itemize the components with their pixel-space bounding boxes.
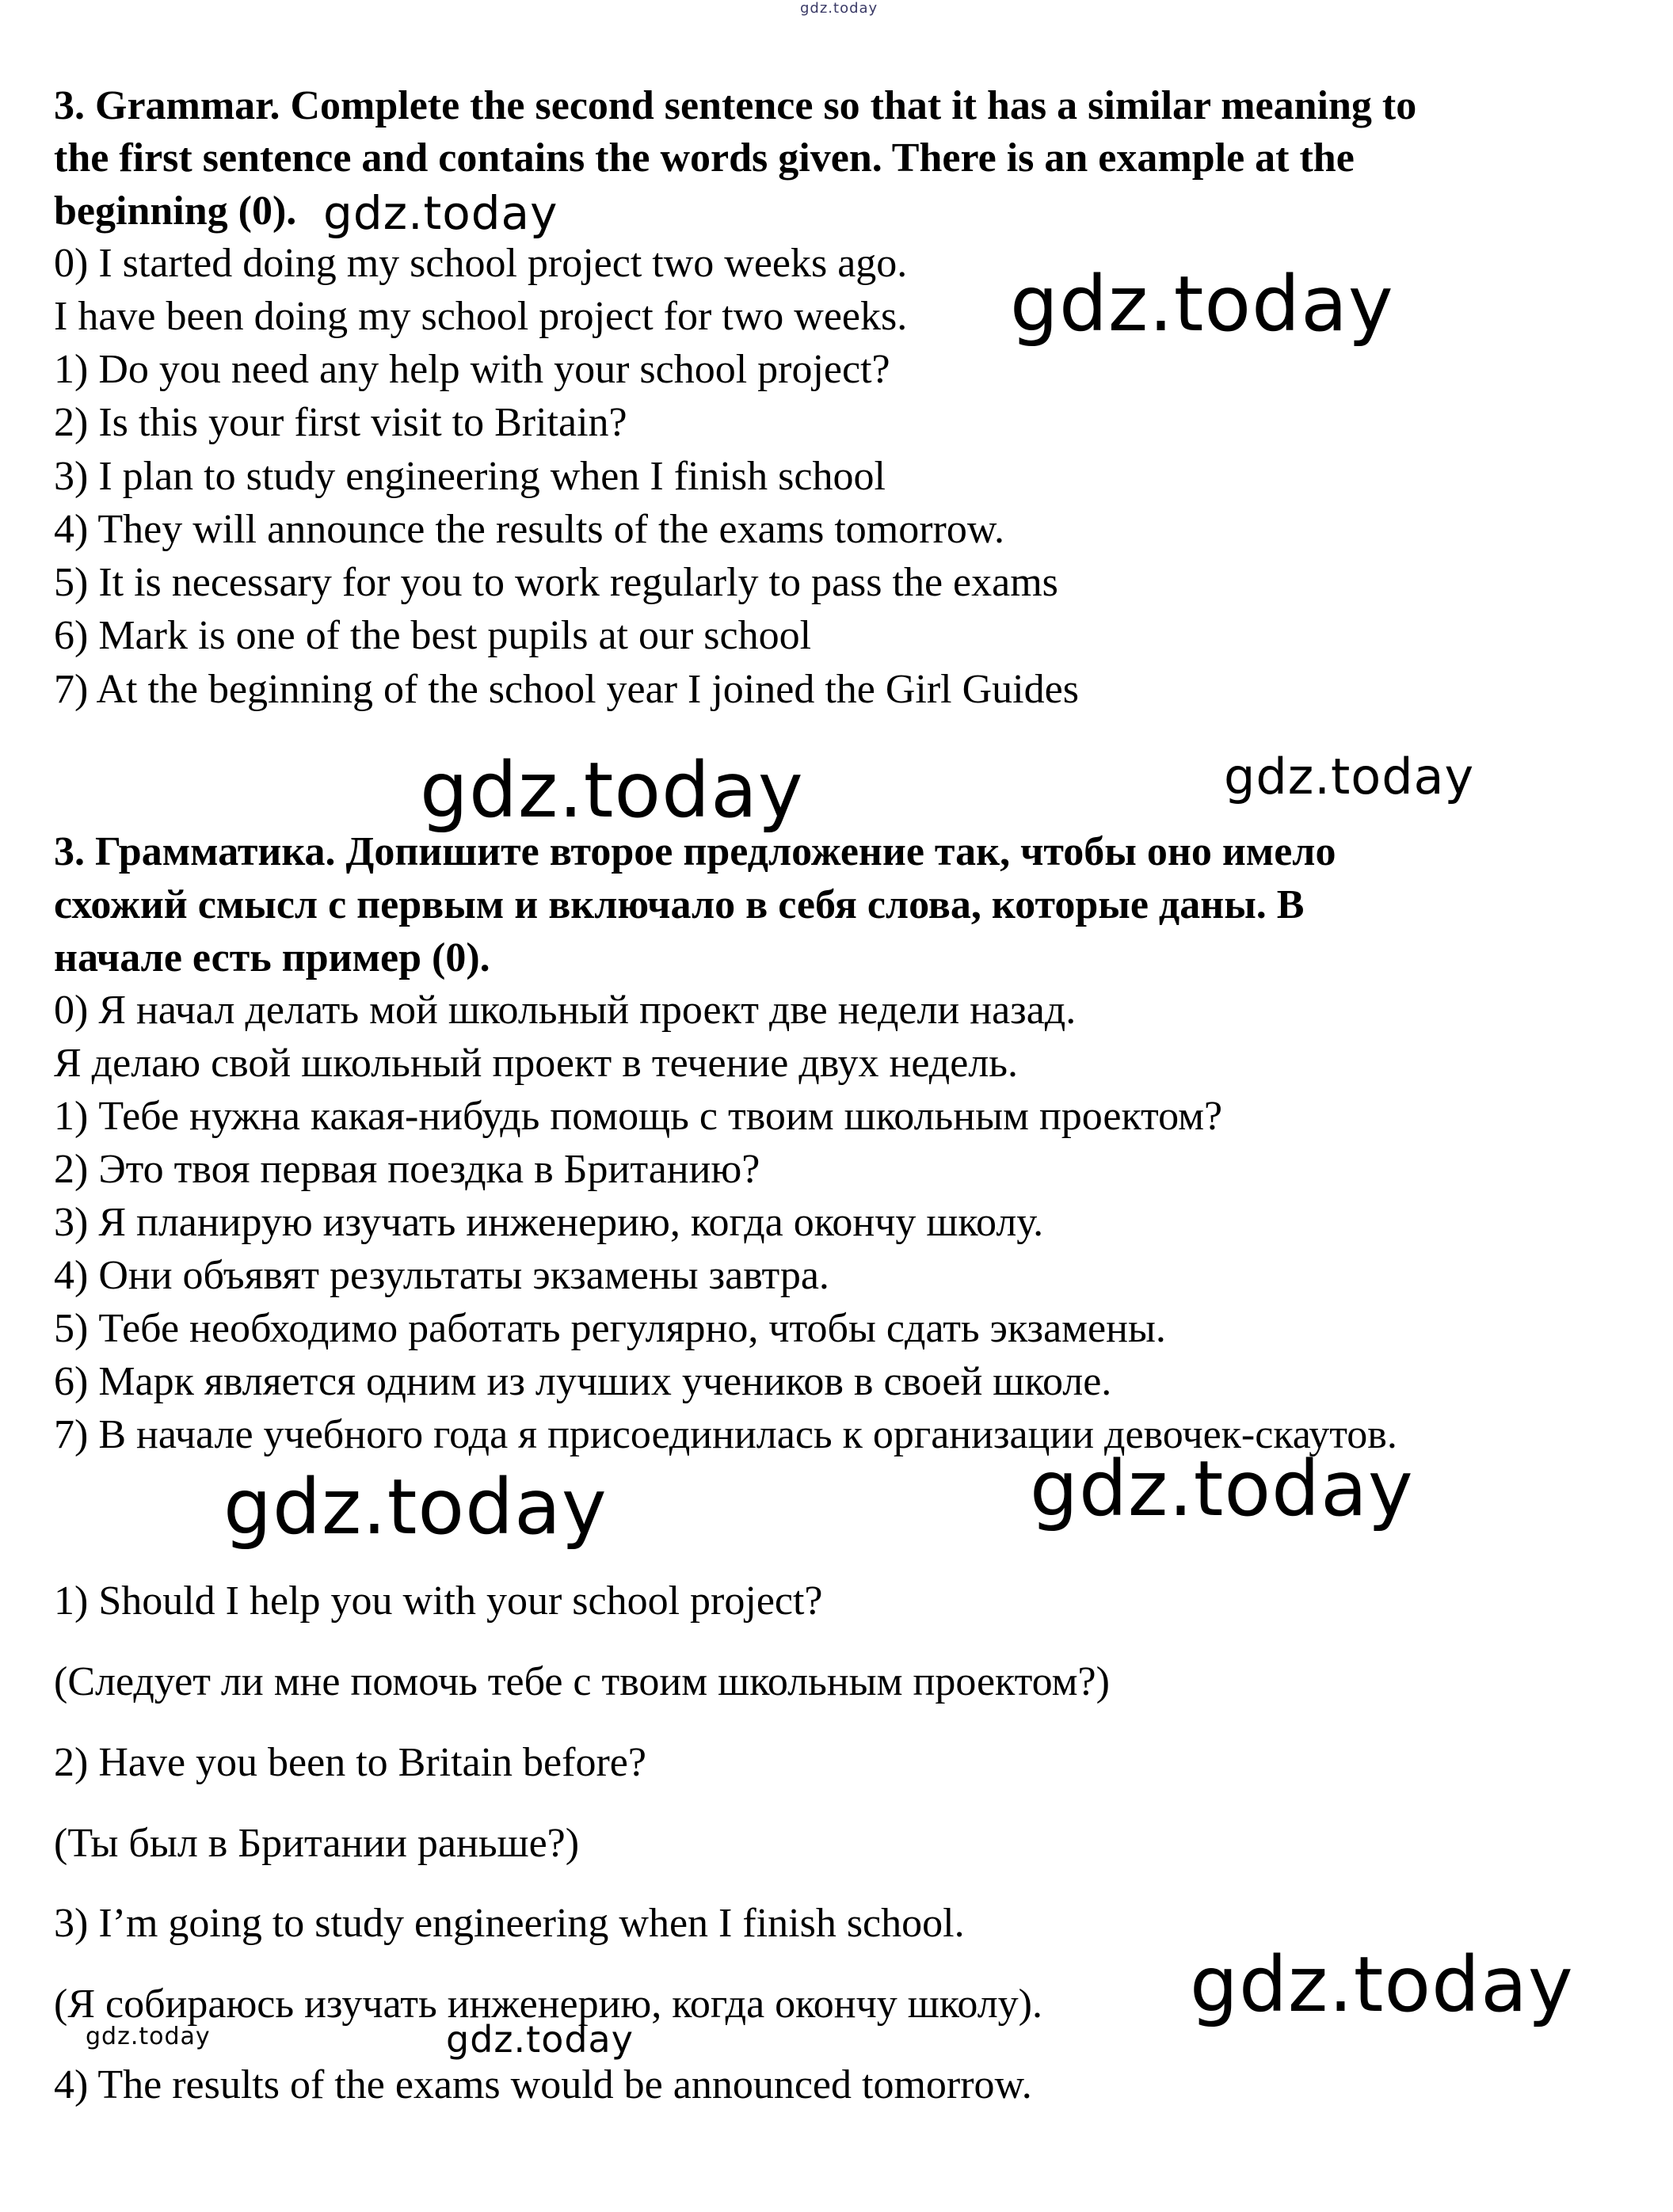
answer-3-english: 3) I’m going to study engineering when I finish school. — [54, 1901, 965, 1946]
watermark-1: gdz.today — [323, 186, 558, 240]
english-item-2: 2) Is this your first visit to Britain? — [54, 400, 627, 445]
watermark-8: gdz.today — [86, 2023, 211, 2050]
russian-heading-line-3: начале есть пример (0). — [54, 935, 490, 980]
watermark-2: gdz.today — [1010, 260, 1394, 348]
english-heading-line-3: beginning (0). — [54, 188, 297, 234]
watermark-3: gdz.today — [420, 746, 804, 835]
english-example-line-1: 0) I started doing my school project two weeks ago. — [54, 241, 908, 286]
answer-3-russian: (Я собираюсь изучать инженерию, когда окончу школу). — [54, 1982, 1042, 2027]
watermark-5: gdz.today — [223, 1463, 608, 1551]
english-item-1: 1) Do you need any help with your school project? — [54, 347, 890, 392]
answer-4-english: 4) The results of the exams would be announced tomorrow. — [54, 2062, 1032, 2107]
answer-1-english: 1) Should I help you with your school project? — [54, 1578, 823, 1624]
russian-item-5: 5) Тебе необходимо работать регулярно, чтобы сдать экзамены. — [54, 1306, 1166, 1351]
english-item-7: 7) At the beginning of the school year I joined the Girl Guides — [54, 667, 1079, 712]
russian-example-line-1: 0) Я начал делать мой школьный проект две недели назад. — [54, 988, 1077, 1033]
russian-item-3: 3) Я планирую изучать инженерию, когда окончу школу. — [54, 1200, 1044, 1245]
english-example-line-2: I have been doing my school project for two weeks. — [54, 294, 908, 339]
english-item-3: 3) I plan to study engineering when I finish school — [54, 454, 886, 499]
russian-item-6: 6) Марк является одним из лучших учеников в своей школе. — [54, 1359, 1112, 1404]
english-heading-line-2: the first sentence and contains the words given. There is an example at the — [54, 135, 1355, 181]
english-item-4: 4) They will announce the results of the exams tomorrow. — [54, 507, 1005, 552]
russian-item-7: 7) В начале учебного года я присоединилась к организации девочек-скаутов. — [54, 1412, 1397, 1457]
answer-2-russian: (Ты был в Британии раньше?) — [54, 1821, 580, 1866]
watermark-top: gdz.today — [800, 0, 878, 17]
watermark-7: gdz.today — [1190, 1940, 1574, 2029]
russian-item-4: 4) Они объявят результаты экзамены завтра. — [54, 1253, 829, 1298]
watermark-6: gdz.today — [1030, 1445, 1414, 1533]
english-item-6: 6) Mark is one of the best pupils at our school — [54, 613, 812, 658]
russian-heading-line-1: 3. Грамматика. Допишите второе предложение так, чтобы оно имело — [54, 829, 1336, 874]
russian-item-2: 2) Это твоя первая поездка в Британию? — [54, 1147, 760, 1192]
answer-2-english: 2) Have you been to Britain before? — [54, 1740, 646, 1785]
russian-heading-line-2: схожий смысл с первым и включало в себя слова, которые даны. В — [54, 882, 1305, 927]
english-item-5: 5) It is necessary for you to work regularly to pass the exams — [54, 560, 1058, 605]
watermark-9: gdz.today — [446, 2018, 634, 2061]
watermark-4: gdz.today — [1224, 748, 1475, 805]
russian-example-line-2: Я делаю свой школьный проект в течение двух недель. — [54, 1041, 1018, 1086]
english-heading-line-1: 3. Grammar. Complete the second sentence so that it has a similar meaning to — [54, 83, 1417, 128]
answer-1-russian: (Следует ли мне помочь тебе с твоим школьным проектом?) — [54, 1659, 1110, 1704]
russian-item-1: 1) Тебе нужна какая-нибудь помощь с твоим школьным проектом? — [54, 1094, 1223, 1139]
